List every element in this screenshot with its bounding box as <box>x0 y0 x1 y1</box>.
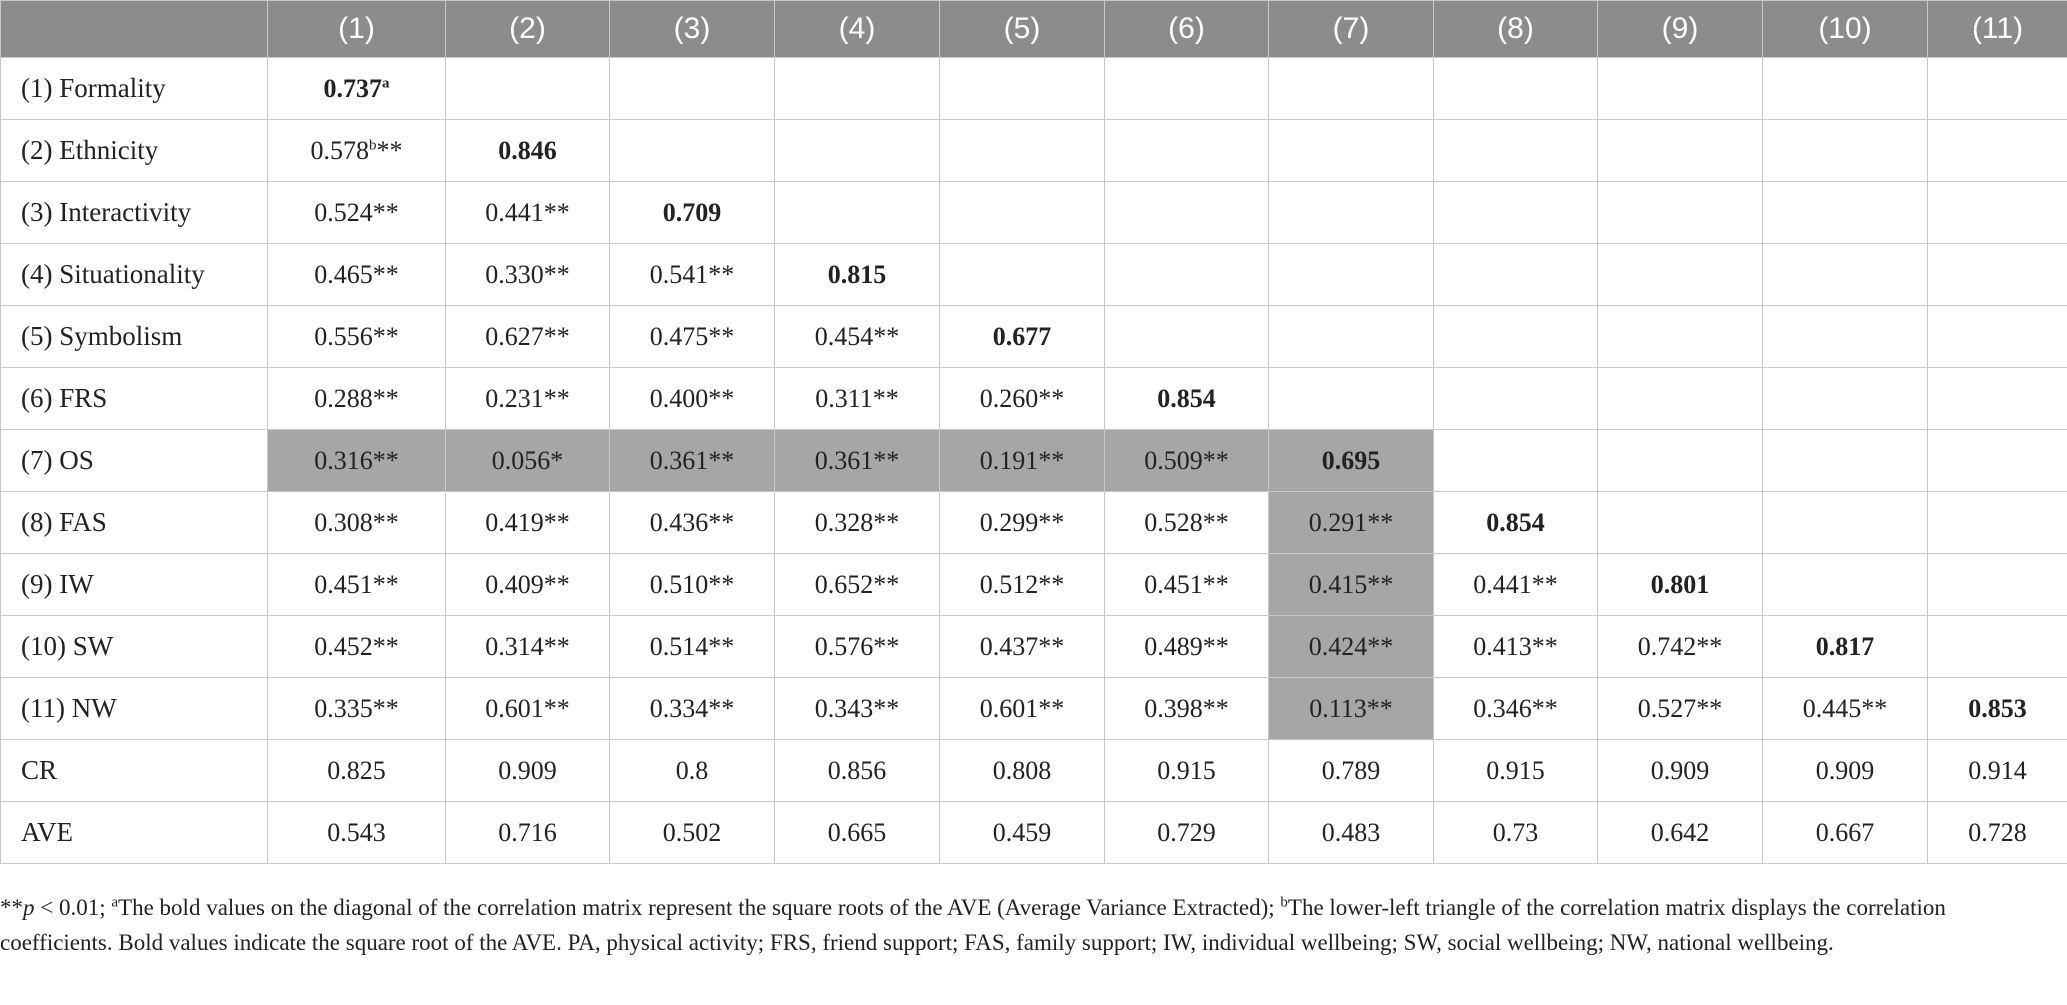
table-cell: 0.729 <box>1105 802 1269 864</box>
table-cell: 0.441** <box>1434 554 1598 616</box>
table-cell: 0.424** <box>1269 616 1434 678</box>
table-row <box>1 120 2067 182</box>
table-cell <box>268 120 446 182</box>
table-row <box>1 368 2067 430</box>
table-cell: 0.854 <box>1434 492 1598 554</box>
significance-marker: ** <box>376 135 403 165</box>
table-cell <box>1598 182 1763 244</box>
row-label: (6) FRS <box>1 368 268 430</box>
table-cell: 0.665 <box>775 802 940 864</box>
table-cell: 0.436** <box>610 492 775 554</box>
table-cell: 0.541** <box>610 244 775 306</box>
footnote-sup-b: b <box>1280 894 1288 911</box>
footnote-marker: b <box>369 136 377 153</box>
table-cell <box>446 58 610 120</box>
table-cell <box>1598 58 1763 120</box>
table-cell: 0.330** <box>446 244 610 306</box>
table-cell: 0.642 <box>1598 802 1763 864</box>
table-cell: 0.556** <box>268 306 446 368</box>
footnote-marker: a <box>382 74 390 91</box>
footnote-text-b: The lower-left triangle of the correlation matrix displays the correlation coefficients. Bold values indicate the square root of the AVE. PA, physical activity; FRS, friend support; FAS, family support; IW, individual wellbeing; SW, social wellbeing; NW, national wellbeing. <box>0 895 1946 955</box>
cell-value: 0.737 <box>323 73 382 103</box>
row-label: (4) Situationality <box>1 244 268 306</box>
table-cell: 0.527** <box>1598 678 1763 740</box>
row-label: (1) Formality <box>1 58 268 120</box>
table-cell <box>268 58 446 120</box>
table-cell: 0.742** <box>1598 616 1763 678</box>
table-cell: 0.73 <box>1434 802 1598 864</box>
table-cell: 0.543 <box>268 802 446 864</box>
table-cell <box>775 120 940 182</box>
table-cell: 0.483 <box>1269 802 1434 864</box>
table-cell: 0.856 <box>775 740 940 802</box>
table-cell: 0.191** <box>940 430 1105 492</box>
table-cell <box>1269 368 1434 430</box>
table-cell <box>1928 120 2067 182</box>
table-cell <box>1598 430 1763 492</box>
table-cell <box>1434 430 1598 492</box>
table-cell: 0.909 <box>1763 740 1928 802</box>
table-cell: 0.677 <box>940 306 1105 368</box>
table-cell: 0.231** <box>446 368 610 430</box>
table-cell: 0.709 <box>610 182 775 244</box>
table-cell: 0.915 <box>1105 740 1269 802</box>
table-cell <box>1269 306 1434 368</box>
table-row <box>1 182 2067 244</box>
footnote-p: p <box>23 895 35 920</box>
table-cell: 0.909 <box>446 740 610 802</box>
table-cell <box>1434 306 1598 368</box>
table-cell: 0.601** <box>446 678 610 740</box>
table-cell <box>1105 182 1269 244</box>
table-cell <box>1928 616 2067 678</box>
table-cell: 0.695 <box>1269 430 1434 492</box>
table-cell: 0.915 <box>1434 740 1598 802</box>
table-cell: 0.398** <box>1105 678 1269 740</box>
table-cell <box>1434 58 1598 120</box>
table-cell <box>1269 182 1434 244</box>
table-cell: 0.854 <box>1105 368 1269 430</box>
table-cell: 0.445** <box>1763 678 1928 740</box>
footnote-sup-a: a <box>111 894 119 911</box>
table-cell <box>1763 120 1928 182</box>
table-row <box>1 244 2067 306</box>
table-cell <box>1928 554 2067 616</box>
row-label: (8) FAS <box>1 492 268 554</box>
header-cell: (1) <box>268 1 446 58</box>
footnote-text-a: The bold values on the diagonal of the correlation matrix represent the square roots of the AVE (Average Variance Extracted); <box>118 895 1281 920</box>
table-cell <box>1928 182 2067 244</box>
table-cell <box>775 182 940 244</box>
header-cell: (6) <box>1105 1 1269 58</box>
table-cell <box>1763 368 1928 430</box>
table-cell: 0.454** <box>775 306 940 368</box>
header-cell: (3) <box>610 1 775 58</box>
row-label: (2) Ethnicity <box>1 120 268 182</box>
row-label: (5) Symbolism <box>1 306 268 368</box>
table-cell: 0.510** <box>610 554 775 616</box>
table-cell <box>1928 306 2067 368</box>
table-cell: 0.409** <box>446 554 610 616</box>
header-cell: (8) <box>1434 1 1598 58</box>
table-cell: 0.627** <box>446 306 610 368</box>
table-footnote <box>0 890 2040 960</box>
table-cell: 0.316** <box>268 430 446 492</box>
table-cell: 0.308** <box>268 492 446 554</box>
table-cell: 0.601** <box>940 678 1105 740</box>
table-row <box>1 554 2067 616</box>
header-cell: (9) <box>1598 1 1763 58</box>
table-cell <box>1763 244 1928 306</box>
table-row-ave <box>1 802 2067 864</box>
table-cell: 0.909 <box>1598 740 1763 802</box>
header-cell <box>1 1 268 58</box>
footnote-p-rest: < 0.01; <box>34 895 112 920</box>
table-cell: 0.400** <box>610 368 775 430</box>
header-cell: (4) <box>775 1 940 58</box>
table-cell: 0.413** <box>1434 616 1598 678</box>
table-cell <box>1763 306 1928 368</box>
table-cell <box>1928 368 2067 430</box>
row-label: AVE <box>1 802 268 864</box>
table-cell: 0.801 <box>1598 554 1763 616</box>
table-cell: 0.846 <box>446 120 610 182</box>
table-cell: 0.524** <box>268 182 446 244</box>
table-cell: 0.716 <box>446 802 610 864</box>
header-row <box>1 1 2067 58</box>
table-cell <box>1598 244 1763 306</box>
table-cell <box>1434 182 1598 244</box>
row-label: CR <box>1 740 268 802</box>
table-cell: 0.419** <box>446 492 610 554</box>
table-cell <box>1763 182 1928 244</box>
table-cell <box>1105 306 1269 368</box>
table-cell: 0.335** <box>268 678 446 740</box>
footnote-stars: ** <box>0 895 23 920</box>
row-label: (11) NW <box>1 678 268 740</box>
table-cell: 0.260** <box>940 368 1105 430</box>
table-cell <box>1928 430 2067 492</box>
table-cell <box>1598 492 1763 554</box>
table-cell: 0.334** <box>610 678 775 740</box>
table-cell <box>610 58 775 120</box>
table-cell <box>940 58 1105 120</box>
table-row <box>1 616 2067 678</box>
table-cell: 0.489** <box>1105 616 1269 678</box>
table-cell: 0.451** <box>268 554 446 616</box>
table-cell <box>610 120 775 182</box>
table-cell: 0.441** <box>446 182 610 244</box>
table-cell: 0.652** <box>775 554 940 616</box>
table-cell: 0.288** <box>268 368 446 430</box>
cell-value: 0.578 <box>310 135 369 165</box>
table-cell <box>940 244 1105 306</box>
row-label: (7) OS <box>1 430 268 492</box>
table-cell: 0.314** <box>446 616 610 678</box>
table-cell: 0.808 <box>940 740 1105 802</box>
table-cell <box>1763 492 1928 554</box>
table-cell <box>1105 244 1269 306</box>
table-row-cr <box>1 740 2067 802</box>
table-cell <box>940 182 1105 244</box>
table-cell: 0.728 <box>1928 802 2067 864</box>
table-cell: 0.113** <box>1269 678 1434 740</box>
table-cell <box>775 58 940 120</box>
table-cell: 0.576** <box>775 616 940 678</box>
table-cell: 0.415** <box>1269 554 1434 616</box>
table-cell: 0.512** <box>940 554 1105 616</box>
table-cell: 0.343** <box>775 678 940 740</box>
table-cell: 0.452** <box>268 616 446 678</box>
table-cell: 0.825 <box>268 740 446 802</box>
table-cell: 0.459 <box>940 802 1105 864</box>
table-cell <box>1928 58 2067 120</box>
header-cell: (7) <box>1269 1 1434 58</box>
table-cell: 0.815 <box>775 244 940 306</box>
table-cell <box>1763 554 1928 616</box>
table-row <box>1 678 2067 740</box>
table-cell <box>1763 430 1928 492</box>
table-cell <box>1434 244 1598 306</box>
header-cell: (10) <box>1763 1 1928 58</box>
table-row <box>1 58 2067 120</box>
table-cell <box>1269 58 1434 120</box>
table-cell: 0.789 <box>1269 740 1434 802</box>
table-cell: 0.361** <box>775 430 940 492</box>
row-label: (3) Interactivity <box>1 182 268 244</box>
table-cell <box>1434 120 1598 182</box>
table-cell <box>1598 368 1763 430</box>
table-cell <box>1598 306 1763 368</box>
table-cell: 0.514** <box>610 616 775 678</box>
table-cell: 0.914 <box>1928 740 2067 802</box>
table-cell: 0.056* <box>446 430 610 492</box>
table-cell <box>1105 120 1269 182</box>
table-cell: 0.509** <box>1105 430 1269 492</box>
table-cell <box>1434 368 1598 430</box>
table-cell: 0.475** <box>610 306 775 368</box>
table-cell <box>1269 244 1434 306</box>
header-cell: (2) <box>446 1 610 58</box>
table-cell: 0.465** <box>268 244 446 306</box>
table-cell <box>1763 58 1928 120</box>
table-row <box>1 492 2067 554</box>
row-label: (10) SW <box>1 616 268 678</box>
table-cell: 0.853 <box>1928 678 2067 740</box>
table-cell: 0.361** <box>610 430 775 492</box>
table-cell: 0.667 <box>1763 802 1928 864</box>
table-cell <box>1269 120 1434 182</box>
table-cell <box>1598 120 1763 182</box>
table-row <box>1 306 2067 368</box>
table-cell: 0.451** <box>1105 554 1269 616</box>
table-cell: 0.8 <box>610 740 775 802</box>
table-cell <box>940 120 1105 182</box>
table-cell: 0.291** <box>1269 492 1434 554</box>
table-cell <box>1928 244 2067 306</box>
table-cell: 0.528** <box>1105 492 1269 554</box>
header-cell: (5) <box>940 1 1105 58</box>
table-cell <box>1928 492 2067 554</box>
table-cell: 0.299** <box>940 492 1105 554</box>
table-row-highlighted <box>1 430 2067 492</box>
table-cell: 0.817 <box>1763 616 1928 678</box>
table-cell: 0.437** <box>940 616 1105 678</box>
table-cell: 0.502 <box>610 802 775 864</box>
header-cell: (11) <box>1928 1 2067 58</box>
table-cell <box>1105 58 1269 120</box>
table-cell: 0.346** <box>1434 678 1598 740</box>
table-cell: 0.328** <box>775 492 940 554</box>
row-label: (9) IW <box>1 554 268 616</box>
table-cell: 0.311** <box>775 368 940 430</box>
